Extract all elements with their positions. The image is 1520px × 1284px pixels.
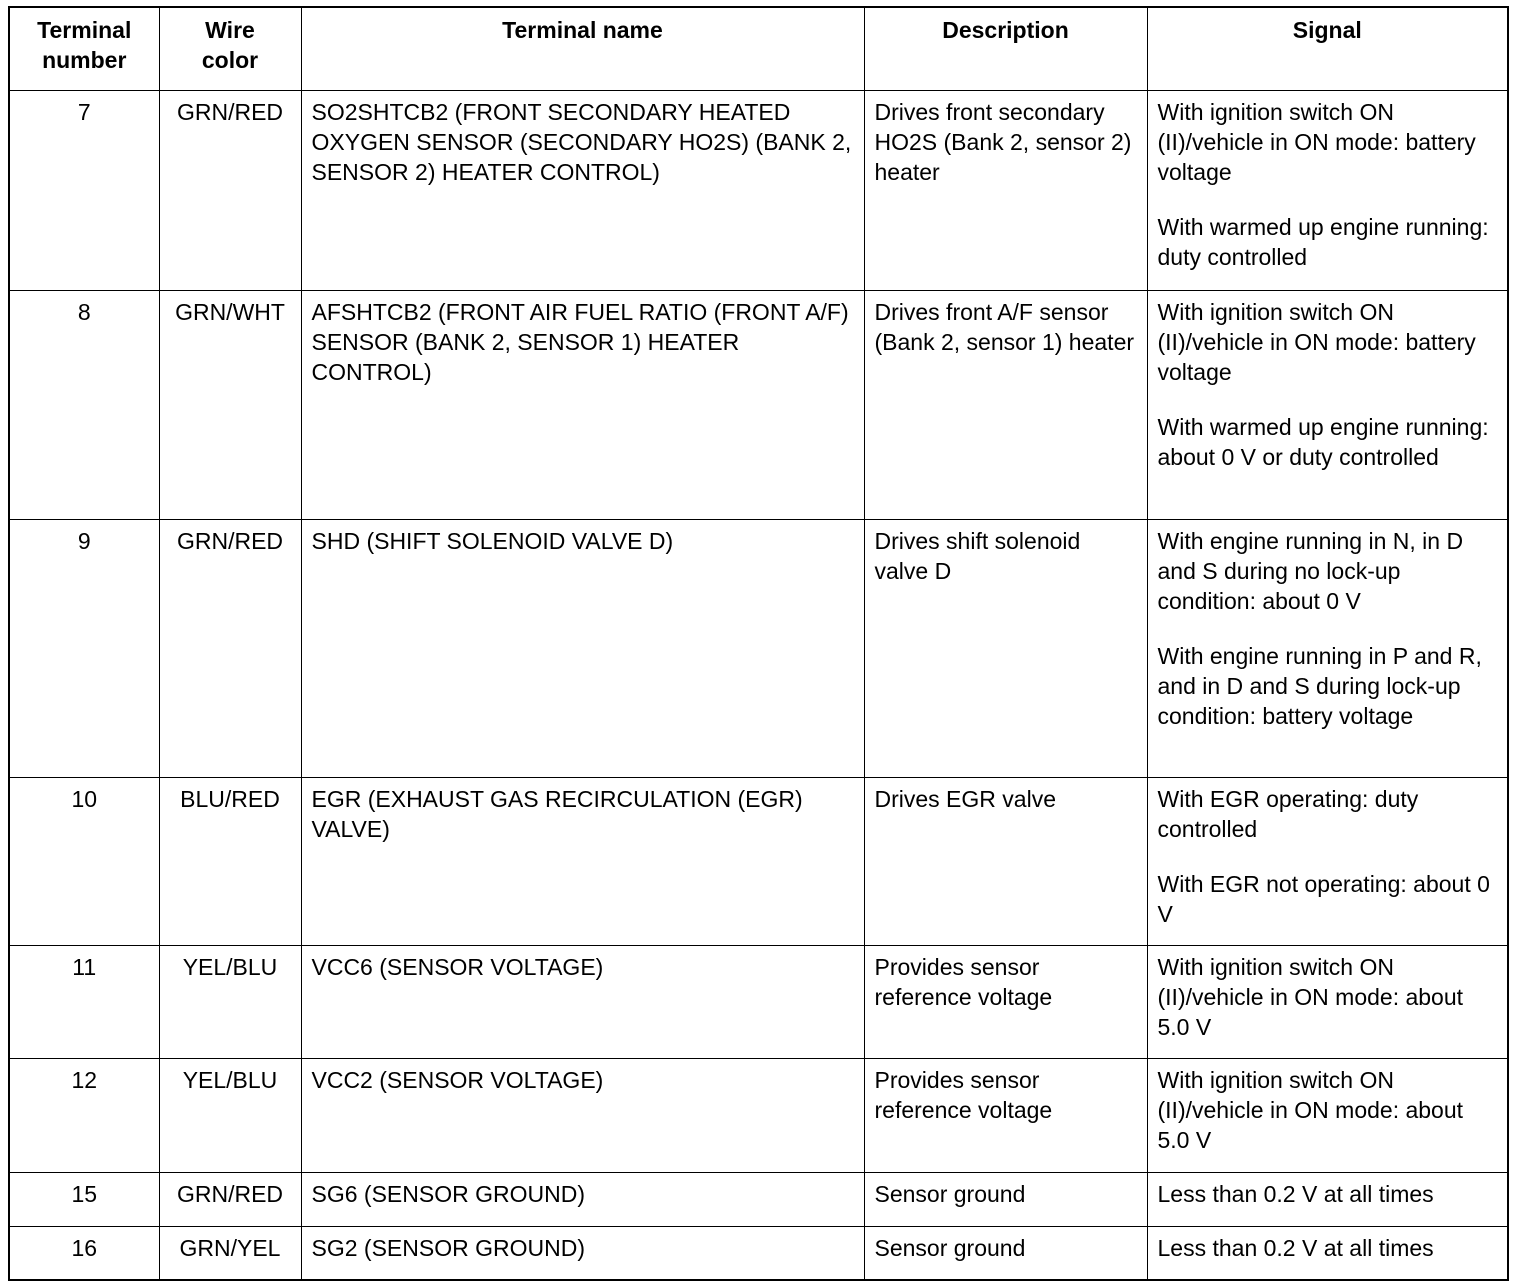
header-terminal-number-line-2: number (42, 47, 127, 73)
wire-color-cell: GRN/RED (159, 519, 301, 777)
signal-line: With EGR not operating: about 0 V (1157, 870, 1490, 927)
header-wire-color-line-1: Wire (205, 17, 255, 43)
description-cell: Provides sensor reference voltage (864, 945, 1147, 1058)
header-terminal-number (9, 7, 159, 90)
table-row (9, 1226, 1508, 1280)
terminal-number-cell: 11 (9, 945, 159, 1058)
signal-line: Less than 0.2 V at all times (1157, 1234, 1434, 1261)
terminal-name-cell: VCC6 (SENSOR VOLTAGE) (301, 945, 864, 1058)
table-row (9, 1058, 1508, 1172)
terminal-number-cell: 16 (9, 1226, 159, 1280)
terminal-number-cell: 7 (9, 90, 159, 290)
table-row (9, 777, 1508, 945)
signal-line: With ignition switch ON (II)/vehicle in ON mode: battery voltage (1157, 298, 1476, 385)
terminal-name-cell: AFSHTCB2 (FRONT AIR FUEL RATIO (FRONT A/F) SENSOR (BANK 2, SENSOR 1) HEATER CONTROL) (301, 290, 864, 519)
header-wire-color-line-2: color (201, 47, 259, 73)
table-row (9, 90, 1508, 290)
terminal-name-cell: VCC2 (SENSOR VOLTAGE) (301, 1058, 864, 1172)
terminal-name-cell: SG2 (SENSOR GROUND) (301, 1226, 864, 1280)
header-row (9, 7, 1508, 90)
signal-line: With EGR operating: duty controlled (1157, 785, 1419, 842)
signal-cell (1147, 777, 1508, 945)
signal-cell (1147, 519, 1508, 777)
signal-line: With engine running in N, in D and S during no lock-up condition: about 0 V (1157, 527, 1464, 614)
signal-cell (1147, 90, 1508, 290)
description-cell: Drives front secondary HO2S (Bank 2, sensor 2) heater (864, 90, 1147, 290)
wire-color-cell: YEL/BLU (159, 945, 301, 1058)
description-cell: Sensor ground (864, 1226, 1147, 1280)
terminal-table (8, 6, 1509, 1281)
description-cell: Provides sensor reference voltage (864, 1058, 1147, 1172)
terminal-name-cell: SHD (SHIFT SOLENOID VALVE D) (301, 519, 864, 777)
description-cell: Drives EGR valve (864, 777, 1147, 945)
header-terminal-number-line-1: Terminal (37, 17, 132, 43)
description-cell: Sensor ground (864, 1172, 1147, 1226)
signal-line: With ignition switch ON (II)/vehicle in ON mode: about 5.0 V (1157, 1066, 1464, 1153)
signal-line: With ignition switch ON (II)/vehicle in ON mode: battery voltage (1157, 98, 1476, 185)
signal-line: With warmed up engine running: about 0 V or duty controlled (1157, 413, 1489, 470)
signal-cell (1147, 1226, 1508, 1280)
terminal-number-cell: 12 (9, 1058, 159, 1172)
wire-color-cell: GRN/WHT (159, 290, 301, 519)
terminal-number-cell: 9 (9, 519, 159, 777)
wire-color-cell: BLU/RED (159, 777, 301, 945)
terminal-number-cell: 8 (9, 290, 159, 519)
table-row (9, 519, 1508, 777)
signal-cell (1147, 1058, 1508, 1172)
wire-color-cell: GRN/RED (159, 1172, 301, 1226)
wire-color-cell: YEL/BLU (159, 1058, 301, 1172)
table-row (9, 945, 1508, 1058)
wire-color-cell: GRN/RED (159, 90, 301, 290)
table-row (9, 290, 1508, 519)
description-cell: Drives shift solenoid valve D (864, 519, 1147, 777)
signal-line: With ignition switch ON (II)/vehicle in ON mode: about 5.0 V (1157, 953, 1464, 1040)
table-row (9, 1172, 1508, 1226)
signal-line: Less than 0.2 V at all times (1157, 1180, 1434, 1207)
header-description: Description (864, 7, 1147, 90)
terminal-name-cell: SO2SHTCB2 (FRONT SECONDARY HEATED OXYGEN SENSOR (SECONDARY HO2S) (BANK 2, SENSOR 2) HEATER CONTROL) (301, 90, 864, 290)
terminal-number-cell: 15 (9, 1172, 159, 1226)
terminal-number-cell: 10 (9, 777, 159, 945)
terminal-name-cell: EGR (EXHAUST GAS RECIRCULATION (EGR) VALVE) (301, 777, 864, 945)
header-signal: Signal (1147, 7, 1508, 90)
signal-line: With engine running in P and R, and in D and S during lock-up condition: battery voltage (1157, 642, 1482, 729)
header-wire-color (159, 7, 301, 90)
signal-line: With warmed up engine running: duty controlled (1157, 213, 1489, 270)
header-terminal-name: Terminal name (301, 7, 864, 90)
signal-cell (1147, 945, 1508, 1058)
wire-color-cell: GRN/YEL (159, 1226, 301, 1280)
signal-cell (1147, 1172, 1508, 1226)
signal-cell (1147, 290, 1508, 519)
terminal-name-cell: SG6 (SENSOR GROUND) (301, 1172, 864, 1226)
description-cell: Drives front A/F sensor (Bank 2, sensor 1) heater (864, 290, 1147, 519)
